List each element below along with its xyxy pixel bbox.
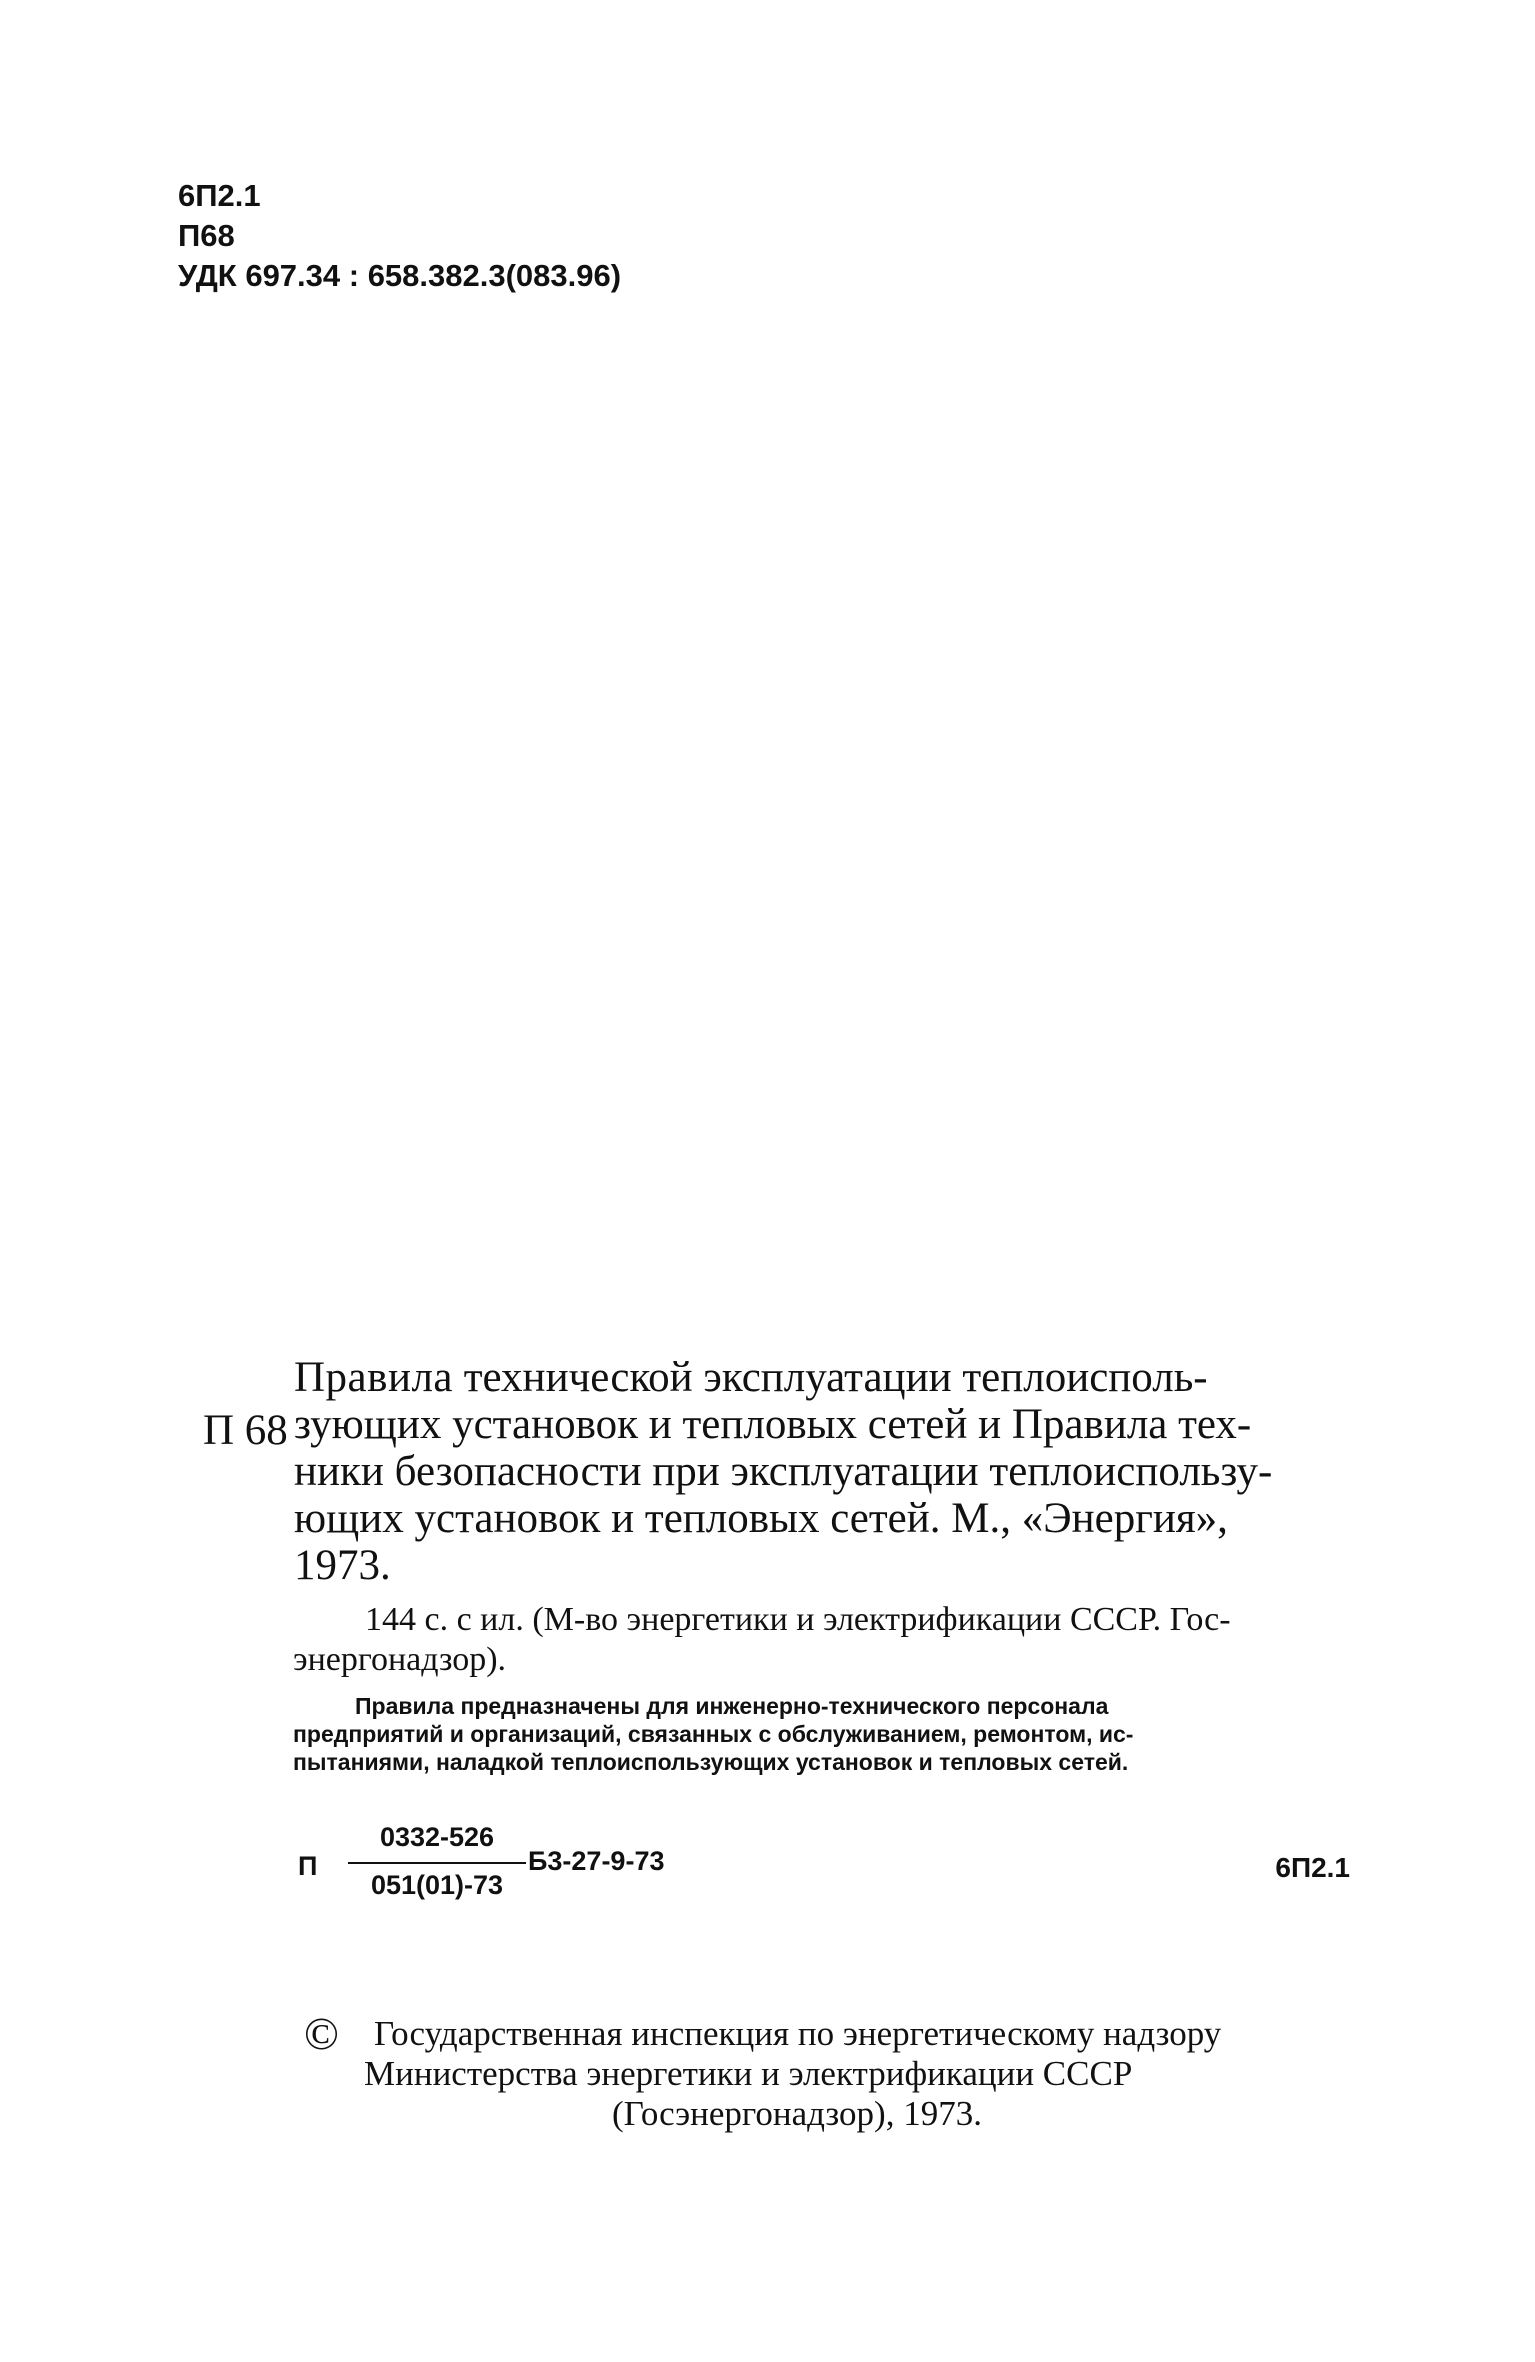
udc-code: УДК 697.34 : 658.382.3(083.96) [178,258,622,293]
index-classification: 6П2.1 [1275,1852,1350,1883]
abstract [293,1692,1355,1776]
index-numerator: 0332-526 [379,1822,495,1852]
classification-code: 6П2.1 [178,178,261,213]
index-letter: П [298,1851,318,1881]
physical-description-line-1: 144 с. с ил. (М-во энергетики и электрификации СССР. Гос- [365,1601,1231,1638]
title-line-4: ющих установок и тепловых сетей. М., «Энергия», [294,1495,1228,1542]
index-code: Б3-27-9-73 [528,1846,665,1876]
entry-author-mark: П 68 [203,1407,288,1454]
physical-description [293,1600,1353,1680]
abstract-line-1: Правила предназначены для инженерно-технического персонала [355,1693,1109,1719]
abstract-line-3: пытаниями, наладкой теплоиспользующих установок и тепловых сетей. [293,1749,1129,1775]
abstract-line-2: предприятий и организаций, связанных с обслуживанием, ремонтом, ис- [293,1721,1134,1747]
publication-index [298,1822,1350,1912]
physical-description-line-2: энергонадзор). [293,1641,507,1678]
title-line-1-rest: технической эксплуатации теплоисполь- [453,1354,1208,1401]
copyright-notice [300,2008,1360,2134]
copyright-line-1: Государственная инспекция по энергетическому надзору [374,2014,1222,2053]
index-denominator: 051(01)-73 [370,1870,504,1900]
author-mark: П68 [178,218,235,253]
bibliographic-codes [178,176,621,296]
copyright-icon: © [304,2008,339,2059]
title-lead-word: Правила [294,1354,453,1401]
title-line-2: зующих установок и тепловых сетей и Правила тех- [294,1401,1252,1448]
title-line-5: 1973. [294,1542,391,1589]
title-line-3: ники безопасности при эксплуатации теплоиспользу- [294,1448,1273,1495]
catalog-entry-title [294,1354,1354,1589]
fraction-bar [348,1862,526,1864]
copyright-line-3: (Госэнергонадзор), 1973. [612,2094,982,2133]
copyright-line-2: Министерства энергетики и электрификации СССР [364,2054,1133,2093]
title-line-1 [294,1354,1354,1401]
